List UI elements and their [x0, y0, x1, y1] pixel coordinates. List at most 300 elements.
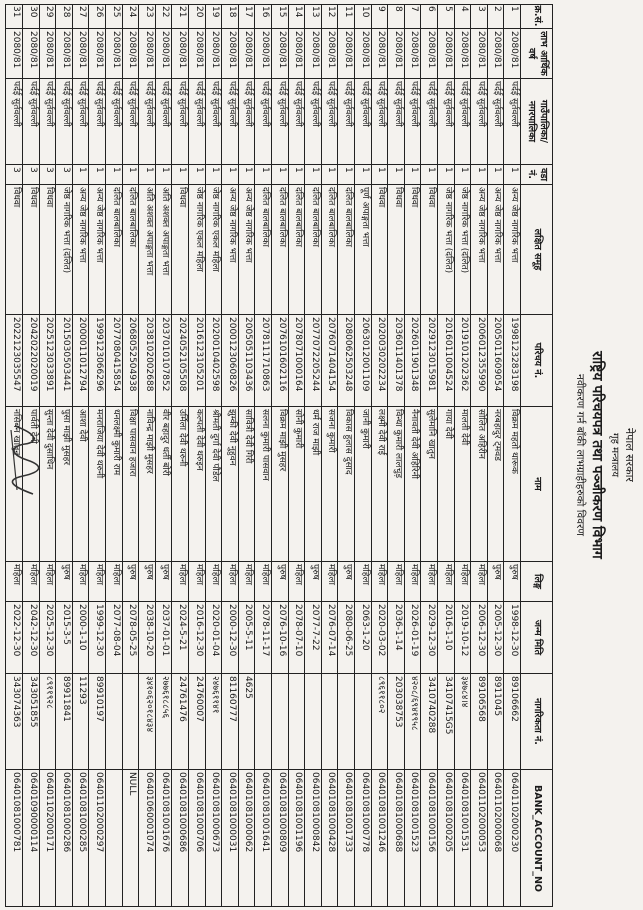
cell-id-number: 2005051103436 — [239, 314, 256, 406]
cell-name: कल्पती देवी थरुइन — [189, 406, 206, 561]
cell-name: विक्रम महतो थारूक — [504, 406, 521, 561]
table-row — [72, 4, 90, 907]
cell-bank-account: 06401081000156 — [421, 769, 438, 907]
cell-gender: पुरुष — [338, 561, 355, 601]
cell-citizenship-no: ४२०८/६९४१९५८ — [405, 673, 422, 769]
cell-serial: 31 — [11, 6, 21, 18]
cell-birth-date: 2076-07-14 — [322, 601, 339, 673]
cell-citizenship-no — [106, 673, 123, 769]
cell-birth-date: 2077-7-22 — [305, 601, 322, 673]
cell-citizenship-no: 89106662 — [504, 673, 521, 769]
cell-bank-account: 06401081001196 — [289, 769, 306, 907]
cell-fiscal-year: 2080/81 — [56, 28, 73, 78]
cell-id-number: 2000011012794 — [73, 314, 90, 406]
cell-fiscal-year: 2080/81 — [172, 28, 189, 78]
cell-bank-account: 06401081001246 — [372, 769, 389, 907]
cell-target-group: दलित बालबालिका — [289, 184, 306, 314]
table-row — [171, 4, 189, 907]
cell-name: लक्ष्मी देवी राई — [372, 406, 389, 561]
document-header — [551, 0, 643, 910]
cell-target-group: दलित बालबालिका — [255, 184, 272, 314]
cell-citizenship-no: 24760007 — [189, 673, 206, 769]
cell-bank-account: 06401081000781 — [6, 769, 23, 907]
table-row — [271, 4, 289, 907]
cell-municipality: पर्दई सुर्तवल्ली — [504, 78, 521, 164]
cell-target-group: विधवा — [23, 184, 40, 314]
cell-name: नसिबन खातुन — [6, 406, 23, 561]
cell-serial: 20 — [193, 6, 204, 18]
cell-fiscal-year: 2080/81 — [272, 28, 289, 78]
cell-name: सुलेमानि खातुन — [421, 406, 438, 561]
cell-bank-account: 06401102000068 — [488, 769, 505, 907]
column-header-bank-account: BANK_ACCOUNT_NO — [521, 769, 553, 907]
cell-id-number: 2080062503248 — [338, 314, 355, 406]
table-row — [470, 4, 488, 907]
cell-birth-date: 1999-12-30 — [89, 601, 106, 673]
cell-name: सोलित अहिरीन — [471, 406, 488, 561]
cell-id-number: 2077072205244 — [305, 314, 322, 406]
cell-id-number: 2076101602116 — [272, 314, 289, 406]
cell-fiscal-year: 2080/81 — [206, 28, 223, 78]
cell-id-number: 2022123035547 — [6, 314, 23, 406]
cell-ward: 3 — [40, 164, 57, 184]
table-row — [454, 4, 472, 907]
table-row — [254, 4, 272, 907]
cell-id-number: 1999123066296 — [89, 314, 106, 406]
cell-fiscal-year: 2080/81 — [488, 28, 505, 78]
cell-bank-account: 06401081000809 — [272, 769, 289, 907]
cell-birth-date: 2005-5-11 — [239, 601, 256, 673]
table-row — [321, 4, 339, 907]
cell-id-number: 2042022020019 — [23, 314, 40, 406]
cell-target-group: जेष्ठ नागरिक भत्ता (दलित) — [438, 184, 455, 314]
cell-id-number: 2037010107852 — [156, 314, 173, 406]
cell-birth-date: 2038-10-20 — [139, 601, 156, 673]
cell-target-group: जेष्ठ नागरिक एकल महिला — [206, 184, 223, 314]
cell-municipality: पर्दई सुर्तवल्ली — [338, 78, 355, 164]
cell-bank-account — [106, 769, 123, 907]
cell-citizenship-no — [305, 673, 322, 769]
cell-municipality: पर्दई सुर्तवल्ली — [206, 78, 223, 164]
column-header-citizenship-no: नागरिकता नं. — [521, 673, 553, 769]
column-header-name: नाम — [521, 406, 553, 561]
column-header-birth-date: जन्म मिति — [521, 601, 553, 673]
cell-birth-date: 2015-3-5 — [56, 601, 73, 673]
cell-municipality: पर्दई सुर्तवल्ली — [172, 78, 189, 164]
cell-ward: 1 — [255, 164, 272, 184]
cell-id-number: 2006012355990 — [471, 314, 488, 406]
cell-name: श्रीमती दुर्गा देवी पौडेल — [206, 406, 223, 561]
cell-birth-date: 2077-08-04 — [106, 601, 123, 673]
cell-gender: महिला — [372, 561, 389, 601]
cell-id-number: 2038102002688 — [139, 314, 156, 406]
cell-citizenship-no — [123, 673, 140, 769]
table-row — [404, 4, 422, 907]
column-header-municipality: गाउँपालिका/नगरपालिका — [521, 78, 553, 164]
cell-serial: 26 — [94, 6, 104, 18]
cell-ward: 1 — [189, 164, 206, 184]
cell-serial: 16 — [260, 6, 270, 18]
cell-target-group: विधवा — [172, 184, 189, 314]
cell-citizenship-no: ८९६११८०२ — [372, 673, 389, 769]
cell-target-group: विधवा — [388, 184, 405, 314]
cell-birth-date: 2076-10-16 — [272, 601, 289, 673]
cell-municipality: पर्दई सुर्तवल्ली — [322, 78, 339, 164]
cell-serial: 10 — [359, 6, 370, 18]
cell-id-number: 2026011901348 — [405, 314, 422, 406]
cell-fiscal-year: 2080/81 — [123, 28, 140, 78]
cell-ward: 1 — [172, 164, 189, 184]
table-row — [354, 4, 372, 907]
table-row — [155, 4, 173, 907]
cell-citizenship-no: 81160777 — [222, 673, 239, 769]
cell-id-number: 2019101202362 — [455, 314, 472, 406]
column-header-gender: लिङ्ग — [521, 561, 553, 601]
cell-target-group: दलित बालबालिका — [123, 184, 140, 314]
cell-birth-date: 1998-12-30 — [504, 601, 521, 673]
cell-serial: 3 — [475, 6, 486, 12]
cell-gender: महिला — [438, 561, 455, 601]
cell-id-number: 2078111710863 — [255, 314, 272, 406]
cell-bank-account: 06401102000297 — [89, 769, 106, 907]
cell-ward: 1 — [438, 164, 455, 184]
cell-bank-account: 06401081000673 — [206, 769, 223, 907]
cell-name: मनराजिया देवी थरुनी — [89, 406, 106, 561]
header-subtitle: नवीकरण गर्न बाँकी लाभग्राहीहरुको विवरण — [574, 374, 586, 536]
cell-birth-date: 2000-12-30 — [222, 601, 239, 673]
cell-target-group: अति अशक्त अपाङ्गता भत्ता — [156, 184, 173, 314]
cell-id-number: 2016011004524 — [438, 314, 455, 406]
cell-serial: 11 — [343, 6, 353, 18]
cell-fiscal-year: 2080/81 — [372, 28, 389, 78]
cell-fiscal-year: 2080/81 — [388, 28, 405, 78]
cell-ward: 1 — [73, 164, 90, 184]
cell-serial: 13 — [309, 6, 320, 18]
cell-serial: 19 — [210, 6, 221, 18]
cell-fiscal-year: 2080/81 — [355, 28, 372, 78]
cell-municipality: पर्दई सुर्तवल्ली — [272, 78, 289, 164]
cell-fiscal-year: 2080/81 — [438, 28, 455, 78]
table-row — [188, 4, 206, 907]
cell-target-group: अन्य जेष्ठ नागरिक भत्ता — [504, 184, 521, 314]
cell-serial: 7 — [409, 6, 420, 12]
cell-municipality: पर्दई सुर्तवल्ली — [106, 78, 123, 164]
cell-citizenship-no: ३४७८४।४ — [455, 673, 472, 769]
cell-id-number: 2024052105508 — [172, 314, 189, 406]
cell-municipality: पर्दई सुर्तवल्ली — [139, 78, 156, 164]
cell-bank-account: NULL — [123, 769, 140, 907]
cell-target-group: अति अशक्त अपाङ्गता भत्ता — [139, 184, 156, 314]
cell-gender: महिला — [455, 561, 472, 601]
cell-birth-date: 2024-5-21 — [172, 601, 189, 673]
cell-fiscal-year: 2080/81 — [289, 28, 306, 78]
table-row — [221, 4, 239, 907]
table-header-row — [520, 4, 553, 907]
cell-fiscal-year: 2080/81 — [139, 28, 156, 78]
cell-citizenship-no: 343074363 — [6, 673, 23, 769]
cell-birth-date: 2029-12-30 — [421, 601, 438, 673]
cell-municipality: पर्दई सुर्तवल्ली — [388, 78, 405, 164]
cell-bank-account: 06401081001733 — [338, 769, 355, 907]
cell-bank-account: 06401081000778 — [355, 769, 372, 907]
cell-id-number: 2020010402598 — [206, 314, 223, 406]
cell-serial: 27 — [77, 6, 88, 18]
cell-ward: 3 — [6, 164, 23, 184]
cell-fiscal-year: 2080/81 — [222, 28, 239, 78]
cell-citizenship-no — [322, 673, 339, 769]
cell-municipality: पर्दई सुर्तवल्ली — [89, 78, 106, 164]
cell-citizenship-no: 24761476 — [172, 673, 189, 769]
cell-citizenship-no — [355, 673, 372, 769]
cell-birth-date: 2025-12-30 — [40, 601, 57, 673]
cell-ward: 3 — [23, 164, 40, 184]
cell-name: धनलक्ष्मी कुमारी राम — [106, 406, 123, 561]
cell-name: सोनी कुमारी — [289, 406, 306, 561]
cell-birth-date: 2000-1-10 — [73, 601, 90, 673]
header-ministry: गृह मन्त्रालय — [609, 432, 620, 478]
cell-name: गाया देवी — [438, 406, 455, 561]
cell-target-group: विधवा — [6, 184, 23, 314]
cell-ward: 1 — [322, 164, 339, 184]
cell-birth-date: 2020-01-04 — [206, 601, 223, 673]
cell-name: पुसा माझी मुसहर — [56, 406, 73, 561]
cell-serial: 9 — [376, 6, 387, 12]
cell-serial: 6 — [426, 6, 436, 12]
cell-citizenship-no: 89910197 — [89, 673, 106, 769]
cell-fiscal-year: 2080/81 — [89, 28, 106, 78]
cell-fiscal-year: 2080/81 — [6, 28, 23, 78]
header-department: राष्ट्रिय परिचयपत्र तथा पञ्जीकरण विभाग — [589, 351, 605, 559]
cell-target-group: अन्य जेष्ठ नागरिक भत्ता — [471, 184, 488, 314]
cell-gender: महिला — [421, 561, 438, 601]
cell-municipality: पर्दई सुर्तवल्ली — [455, 78, 472, 164]
cell-id-number: 2015030503441 — [56, 314, 73, 406]
cell-serial: 17 — [243, 6, 254, 18]
cell-fiscal-year: 2080/81 — [23, 28, 40, 78]
cell-name: जानी कुमारी — [355, 406, 372, 561]
cell-birth-date: 2078-05-25 — [123, 601, 140, 673]
cell-gender: महिला — [239, 561, 256, 601]
cell-gender: पुरुष — [56, 561, 73, 601]
cell-fiscal-year: 2080/81 — [504, 28, 521, 78]
cell-target-group: दलित बालबालिका — [338, 184, 355, 314]
column-header-fiscal-year: लाभ आर्थिक वर्ष — [521, 28, 553, 78]
cell-birth-date: 2078-11-17 — [255, 601, 272, 673]
table-row — [55, 4, 73, 907]
cell-id-number: 2078071000164 — [289, 314, 306, 406]
cell-citizenship-no — [272, 673, 289, 769]
column-header-id-number: परिचय नं. — [521, 314, 553, 406]
column-header-ward: वडा नं. — [521, 164, 553, 184]
cell-fiscal-year: 2080/81 — [189, 28, 206, 78]
cell-municipality: पर्दई सुर्तवल्ली — [23, 78, 40, 164]
cell-ward: 1 — [123, 164, 140, 184]
cell-citizenship-no: 11293 — [73, 673, 90, 769]
cell-gender: पुरुष — [504, 561, 521, 601]
cell-gender: महिला — [189, 561, 206, 601]
column-header-target-group: लक्षित समूह — [521, 184, 553, 314]
table-row — [288, 4, 306, 907]
cell-ward: 1 — [156, 164, 173, 184]
cell-fiscal-year: 2080/81 — [106, 28, 123, 78]
cell-citizenship-no: 203038753 — [388, 673, 405, 769]
cell-gender: महिला — [255, 561, 272, 601]
cell-id-number: 2000123060826 — [222, 314, 239, 406]
cell-municipality: पर्दई सुर्तवल्ली — [471, 78, 488, 164]
cell-citizenship-no: 8911045 — [488, 673, 505, 769]
table-row — [503, 4, 521, 907]
cell-target-group: दलित बालबालिका — [322, 184, 339, 314]
cell-bank-account: 06401081000286 — [56, 769, 73, 907]
table-row — [122, 4, 140, 907]
cell-ward: 1 — [289, 164, 306, 184]
cell-citizenship-no: २७७६१८८५६ — [156, 673, 173, 769]
cell-municipality: पर्दई सुर्तवल्ली — [156, 78, 173, 164]
cell-gender: महिला — [172, 561, 189, 601]
cell-ward: 1 — [388, 164, 405, 184]
cell-gender: महिला — [73, 561, 90, 601]
cell-gender: महिला — [322, 561, 339, 601]
cell-bank-account: 06401081000706 — [189, 769, 206, 907]
table-row — [138, 4, 156, 907]
cell-ward: 1 — [222, 164, 239, 184]
table-row — [238, 4, 256, 907]
cell-target-group: अन्य जेष्ठ नागरिक भत्ता — [89, 184, 106, 314]
cell-name: पार्वती देवी — [23, 406, 40, 561]
cell-target-group: जेष्ठ नागरिक भत्ता (दलित) — [56, 184, 73, 314]
cell-name: नैनावती देवी अहिरिनी — [405, 406, 422, 561]
cell-id-number: 2029123015981 — [421, 314, 438, 406]
cell-bank-account: 06401102000053 — [471, 769, 488, 907]
cell-fiscal-year: 2080/81 — [239, 28, 256, 78]
cell-name: झुम्की देवी नुहुवन — [222, 406, 239, 561]
cell-serial: 1 — [509, 6, 519, 12]
cell-ward: 3 — [56, 164, 73, 184]
cell-serial: 24 — [127, 6, 138, 18]
cell-serial: 23 — [143, 6, 154, 18]
cell-municipality: पर्दई सुर्तवल्ली — [355, 78, 372, 164]
cell-ward: 1 — [239, 164, 256, 184]
table-row — [420, 4, 438, 907]
cell-municipality: पर्दई सुर्तवल्ली — [488, 78, 505, 164]
table-row — [337, 4, 355, 907]
cell-name: विकास हुलास दुसाद — [338, 406, 355, 561]
cell-citizenship-no: ८९११९२८ — [40, 673, 57, 769]
cell-birth-date: 2063-1-20 — [355, 601, 372, 673]
cell-municipality: पर्दई सुर्तवल्ली — [305, 78, 322, 164]
beneficiary-table — [5, 4, 553, 907]
cell-bank-account: 06401060001074 — [139, 769, 156, 907]
cell-name: उर्मिला देवी थरुनी — [172, 406, 189, 561]
cell-bank-account: 06401081000428 — [322, 769, 339, 907]
cell-bank-account: 06401102000171 — [40, 769, 57, 907]
cell-target-group: विधवा — [40, 184, 57, 314]
cell-target-group: दलित बालबालिका — [106, 184, 123, 314]
cell-serial: 18 — [226, 6, 237, 18]
cell-gender: पुरुष — [123, 561, 140, 601]
cell-fiscal-year: 2080/81 — [73, 28, 90, 78]
cell-serial: 21 — [177, 6, 187, 18]
table-row — [387, 4, 405, 907]
cell-ward: 1 — [89, 164, 106, 184]
cell-citizenship-no: 34107415G5 — [438, 673, 455, 769]
cell-fiscal-year: 2080/81 — [405, 28, 422, 78]
cell-ward: 1 — [272, 164, 289, 184]
cell-ward: 1 — [355, 164, 372, 184]
cell-citizenship-no — [338, 673, 355, 769]
cell-fiscal-year: 2080/81 — [471, 28, 488, 78]
table-row — [205, 4, 223, 907]
cell-bank-account: 06401102000230 — [504, 769, 521, 907]
cell-fiscal-year: 2080/81 — [455, 28, 472, 78]
cell-municipality: पर्दई सुर्तवल्ली — [56, 78, 73, 164]
cell-gender: महिला — [89, 561, 106, 601]
cell-ward: 1 — [305, 164, 322, 184]
cell-name: विन्धा कुमारी लालचुड़ — [388, 406, 405, 561]
cell-citizenship-no: २४७६११४१ — [206, 673, 223, 769]
cell-id-number: 2005011609054 — [488, 314, 505, 406]
cell-bank-account: 06401081000285 — [73, 769, 90, 907]
cell-gender: पुरुष — [156, 561, 173, 601]
cell-municipality: पर्दई सुर्तवल्ली — [40, 78, 57, 164]
cell-bank-account: 06401081000842 — [305, 769, 322, 907]
cell-municipality: पर्दई सुर्तवल्ली — [222, 78, 239, 164]
cell-name: आशा देवी — [73, 406, 90, 561]
cell-bank-account: 06401081000062 — [239, 769, 256, 907]
cell-ward: 1 — [421, 164, 438, 184]
cell-municipality: पर्दई सुर्तवल्ली — [372, 78, 389, 164]
cell-fiscal-year: 2080/81 — [322, 28, 339, 78]
signature — [5, 420, 45, 500]
cell-birth-date: 2036-1-14 — [388, 601, 405, 673]
cell-id-number: 2076071404154 — [322, 314, 339, 406]
cell-gender: महिला — [40, 561, 57, 601]
cell-name: सावित्री देवी गिरी — [239, 406, 256, 561]
cell-name: सलना कुमारी पासवान — [255, 406, 272, 561]
cell-bank-account: 06401090000114 — [23, 769, 40, 907]
cell-target-group: अन्य जेष्ठ नागरिक भत्ता — [239, 184, 256, 314]
cell-citizenship-no: 89106568 — [471, 673, 488, 769]
cell-municipality: पर्दई सुर्तवल्ली — [123, 78, 140, 164]
cell-fiscal-year: 2080/81 — [156, 28, 173, 78]
cell-ward: 1 — [206, 164, 223, 184]
cell-name: नाविन्द्र माझी मुसहर — [139, 406, 156, 561]
cell-municipality: पर्दई सुर्तवल्ली — [405, 78, 422, 164]
cell-target-group: विधवा — [372, 184, 389, 314]
cell-id-number: 2020030202234 — [372, 314, 389, 406]
cell-bank-account: 06401081001523 — [405, 769, 422, 907]
cell-birth-date: 2005-12-30 — [488, 601, 505, 673]
cell-municipality: पर्दई सुर्तवल्ली — [289, 78, 306, 164]
cell-name: नरबहादुर ट्मवड — [488, 406, 505, 561]
cell-fiscal-year: 2080/81 — [305, 28, 322, 78]
cell-municipality: पर्दई सुर्तवल्ली — [438, 78, 455, 164]
cell-id-number: 2068052504938 — [123, 314, 140, 406]
cell-gender: महिला — [355, 561, 372, 601]
cell-gender: महिला — [106, 561, 123, 601]
cell-gender: महिला — [206, 561, 223, 601]
cell-fiscal-year: 2080/81 — [255, 28, 272, 78]
cell-name: सुन्ता देवी दुसाधिन — [40, 406, 57, 561]
cell-municipality: पर्दई सुर्तवल्ली — [6, 78, 23, 164]
table-row — [487, 4, 505, 907]
cell-birth-date: 2037-01-01 — [156, 601, 173, 673]
cell-birth-date: 2016-1-10 — [438, 601, 455, 673]
cell-gender: महिला — [222, 561, 239, 601]
cell-municipality: पर्दई सुर्तवल्ली — [73, 78, 90, 164]
cell-name: धर्म राज माझी — [305, 406, 322, 561]
cell-ward: 1 — [488, 164, 505, 184]
